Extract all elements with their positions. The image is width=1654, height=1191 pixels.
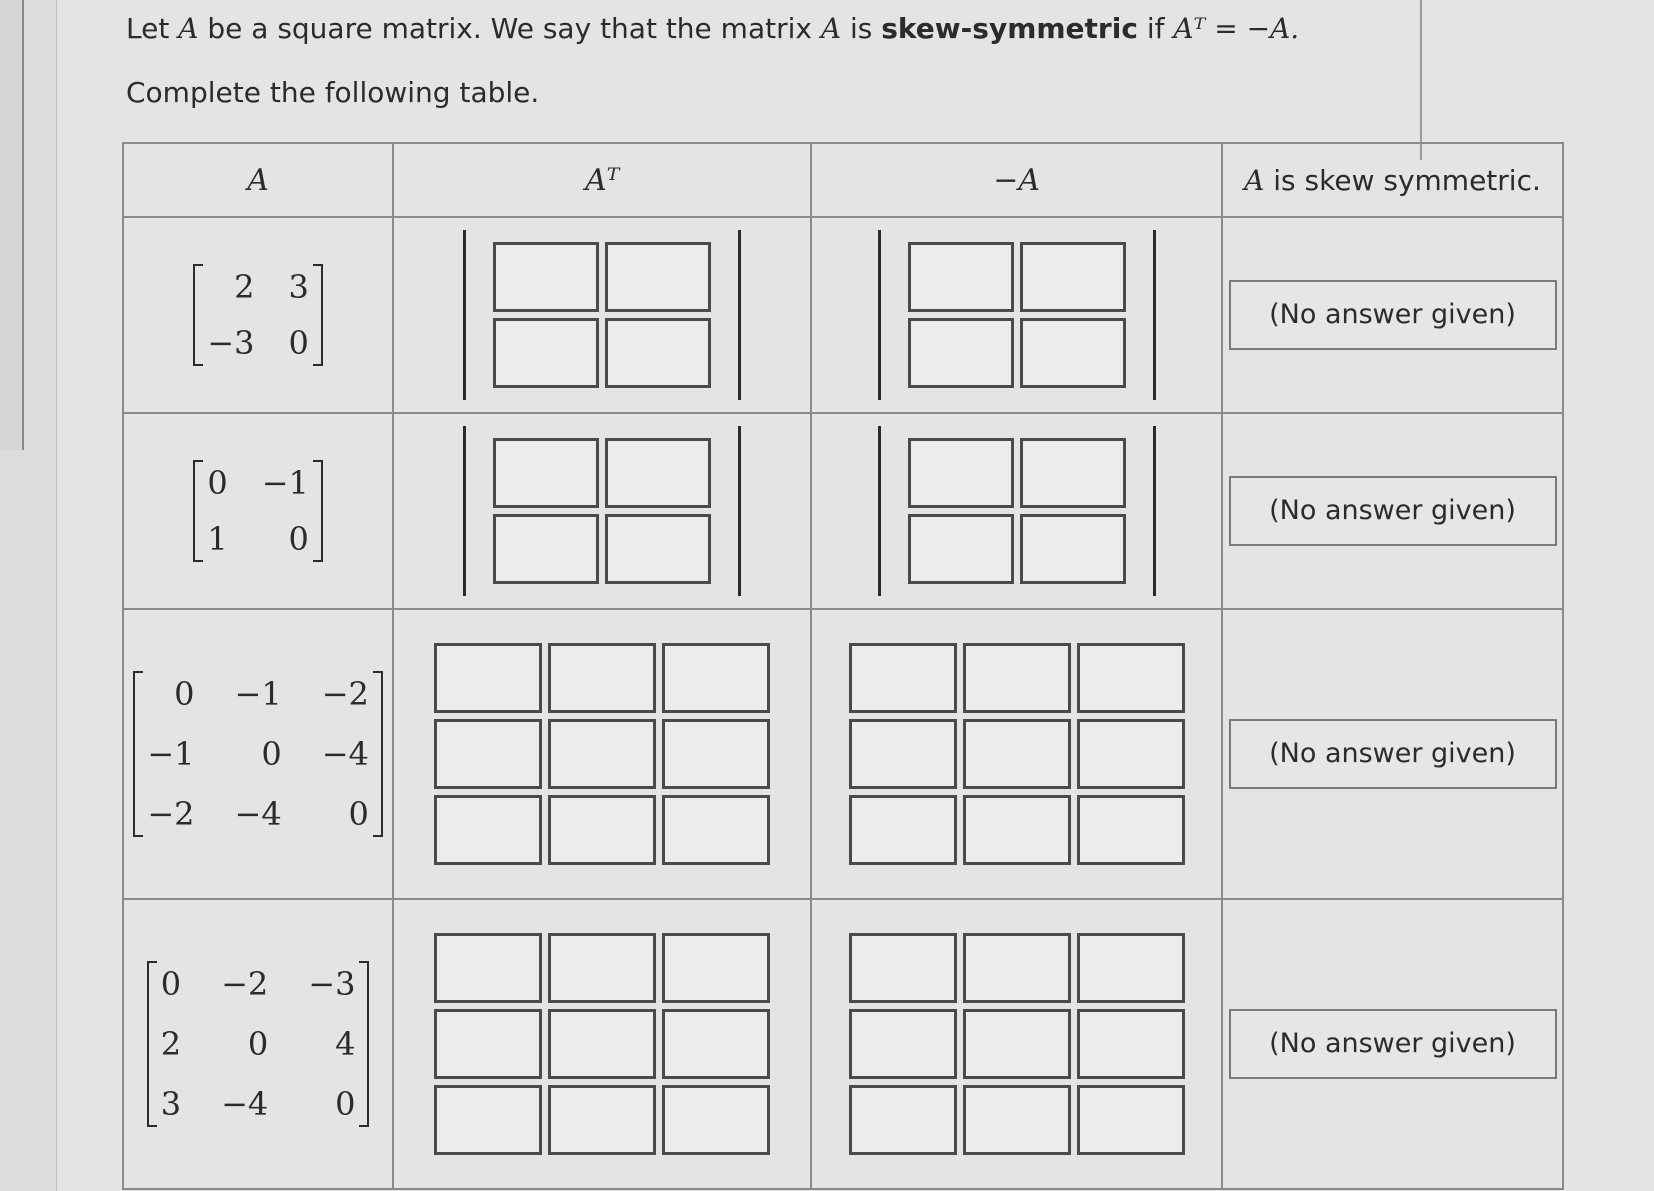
matrix-cell-input[interactable] bbox=[1077, 933, 1185, 1003]
skew-answer-dropdown[interactable]: (No answer given) bbox=[1229, 280, 1557, 350]
matrix-cell-input[interactable] bbox=[662, 933, 770, 1003]
matrix-cell-input[interactable] bbox=[493, 438, 599, 508]
table-row bbox=[123, 899, 1563, 1189]
matrix-cell-input[interactable] bbox=[605, 242, 711, 312]
matrix-cell-input[interactable] bbox=[1020, 514, 1126, 584]
matrix-cell-input[interactable] bbox=[963, 643, 1071, 713]
table-row bbox=[123, 413, 1563, 609]
matrix-cell-input[interactable] bbox=[662, 795, 770, 865]
matrix-cell-input[interactable] bbox=[908, 514, 1014, 584]
matrix-cell-input[interactable] bbox=[605, 318, 711, 388]
matrix-cell-input[interactable] bbox=[849, 795, 957, 865]
left-edge-strip bbox=[0, 0, 24, 450]
matrix-cell-input[interactable] bbox=[849, 719, 957, 789]
a-transpose-input-grid bbox=[404, 927, 800, 1161]
matrix-cell-input[interactable] bbox=[548, 719, 656, 789]
matrix-a: 0 −1 1 0 bbox=[193, 460, 323, 562]
matrix-cell-input[interactable] bbox=[548, 1085, 656, 1155]
matrix-a: 2 3 −3 0 bbox=[193, 264, 323, 366]
instruction-text: Complete the following table. bbox=[126, 76, 540, 109]
neg-a-input-grid bbox=[878, 236, 1156, 394]
matrix-cell-input[interactable] bbox=[434, 795, 542, 865]
matrix-cell-input[interactable] bbox=[434, 643, 542, 713]
skew-symmetric-table bbox=[122, 142, 1564, 1190]
skew-condition: Aᵀ = −A. bbox=[1173, 12, 1300, 45]
matrix-cell-input[interactable] bbox=[908, 318, 1014, 388]
matrix-a: 0 −2 −3 2 0 4 3 −4 0 bbox=[147, 961, 370, 1127]
table-row bbox=[123, 609, 1563, 899]
matrix-cell-input[interactable] bbox=[493, 242, 599, 312]
matrix-cell-input[interactable] bbox=[1077, 643, 1185, 713]
a-transpose-input-grid bbox=[463, 432, 741, 590]
skew-answer-dropdown[interactable]: (No answer given) bbox=[1229, 719, 1557, 789]
matrix-cell-input[interactable] bbox=[908, 242, 1014, 312]
neg-a-input-grid bbox=[819, 927, 1215, 1161]
panel-divider bbox=[1420, 0, 1422, 160]
matrix-cell-input[interactable] bbox=[849, 933, 957, 1003]
matrix-cell-input[interactable] bbox=[1020, 438, 1126, 508]
matrix-cell-input[interactable] bbox=[1077, 1085, 1185, 1155]
matrix-cell-input[interactable] bbox=[963, 1085, 1071, 1155]
intro-text: Let A be a square matrix. We say that the matrix A is skew-symmetric if Aᵀ = −A. bbox=[126, 12, 1300, 45]
matrix-cell-input[interactable] bbox=[493, 318, 599, 388]
a-transpose-input-grid bbox=[404, 637, 800, 871]
matrix-cell-input[interactable] bbox=[849, 1085, 957, 1155]
matrix-a: 0 −1 −2 −1 0 −4 −2 −4 0 bbox=[133, 671, 383, 837]
matrix-cell-input[interactable] bbox=[434, 1085, 542, 1155]
matrix-cell-input[interactable] bbox=[963, 1009, 1071, 1079]
header-a: A bbox=[123, 143, 393, 217]
matrix-cell-input[interactable] bbox=[493, 514, 599, 584]
a-transpose-input-grid bbox=[463, 236, 741, 394]
matrix-cell-input[interactable] bbox=[963, 933, 1071, 1003]
matrix-cell-input[interactable] bbox=[434, 1009, 542, 1079]
table-row bbox=[123, 217, 1563, 413]
matrix-cell-input[interactable] bbox=[849, 1009, 957, 1079]
matrix-cell-input[interactable] bbox=[434, 933, 542, 1003]
matrix-cell-input[interactable] bbox=[548, 795, 656, 865]
matrix-cell-input[interactable] bbox=[434, 719, 542, 789]
matrix-cell-input[interactable] bbox=[605, 438, 711, 508]
matrix-cell-input[interactable] bbox=[662, 719, 770, 789]
matrix-cell-input[interactable] bbox=[1077, 795, 1185, 865]
matrix-cell-input[interactable] bbox=[662, 643, 770, 713]
matrix-cell-input[interactable] bbox=[662, 1085, 770, 1155]
matrix-cell-input[interactable] bbox=[1077, 1009, 1185, 1079]
term-skew-symmetric: skew-symmetric bbox=[881, 12, 1138, 45]
matrix-cell-input[interactable] bbox=[849, 643, 957, 713]
header-neg-a: −A bbox=[811, 143, 1222, 217]
matrix-cell-input[interactable] bbox=[548, 1009, 656, 1079]
matrix-cell-input[interactable] bbox=[548, 933, 656, 1003]
matrix-cell-input[interactable] bbox=[963, 719, 1071, 789]
matrix-cell-input[interactable] bbox=[1020, 242, 1126, 312]
skew-answer-dropdown[interactable]: (No answer given) bbox=[1229, 476, 1557, 546]
matrix-cell-input[interactable] bbox=[1020, 318, 1126, 388]
matrix-cell-input[interactable] bbox=[908, 438, 1014, 508]
matrix-cell-input[interactable] bbox=[662, 1009, 770, 1079]
neg-a-input-grid bbox=[819, 637, 1215, 871]
matrix-cell-input[interactable] bbox=[963, 795, 1071, 865]
matrix-cell-input[interactable] bbox=[548, 643, 656, 713]
matrix-cell-input[interactable] bbox=[605, 514, 711, 584]
skew-answer-dropdown[interactable]: (No answer given) bbox=[1229, 1009, 1557, 1079]
matrix-cell-input[interactable] bbox=[1077, 719, 1185, 789]
header-a-transpose: Aᵀ bbox=[393, 143, 811, 217]
header-is-skew: A is skew symmetric. bbox=[1222, 143, 1563, 217]
neg-a-input-grid bbox=[878, 432, 1156, 590]
